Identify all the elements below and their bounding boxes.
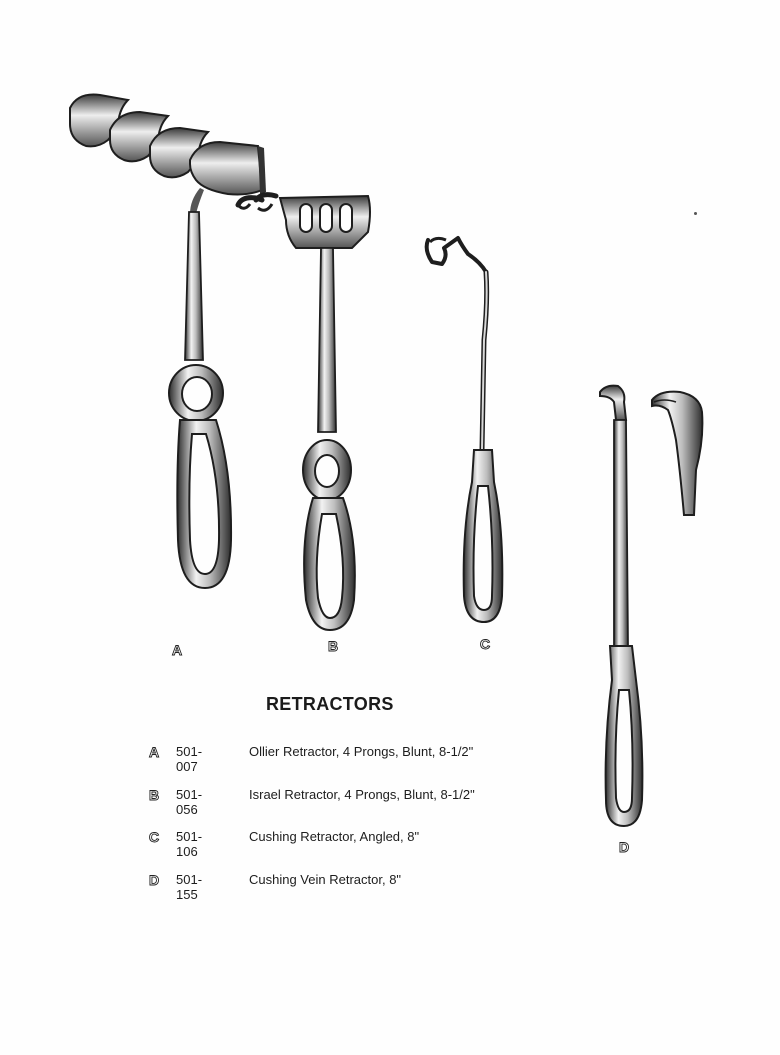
item-letter: B (149, 787, 160, 803)
item-description: Cushing Retractor, Angled, 8" (249, 829, 420, 844)
item-description: Israel Retractor, 4 Prongs, Blunt, 8-1/2" (249, 787, 475, 802)
item-description: Cushing Vein Retractor, 8" (249, 872, 402, 887)
figure-label-c: C (480, 636, 491, 652)
item-code: 501-007 (176, 744, 203, 774)
figure-label-a: A (172, 642, 183, 658)
figure-label-d: D (619, 839, 630, 855)
item-letter: D (149, 872, 160, 888)
cushing-retractor-illustration (427, 238, 503, 622)
item-description: Ollier Retractor, 4 Prongs, Blunt, 8-1/2" (249, 744, 474, 759)
item-letter: C (149, 829, 160, 845)
cushing-vein-retractor-illustration (600, 386, 702, 826)
item-letter: A (149, 744, 160, 760)
item-code: 501-155 (176, 872, 203, 902)
israel-retractor-illustration (238, 195, 370, 630)
page-title: RETRACTORS (266, 694, 394, 714)
item-code: 501-056 (176, 787, 203, 817)
item-code: 501-106 (176, 829, 203, 859)
ollier-retractor-illustration (70, 95, 266, 588)
figure-label-b: B (328, 638, 339, 654)
print-speck (694, 212, 697, 215)
